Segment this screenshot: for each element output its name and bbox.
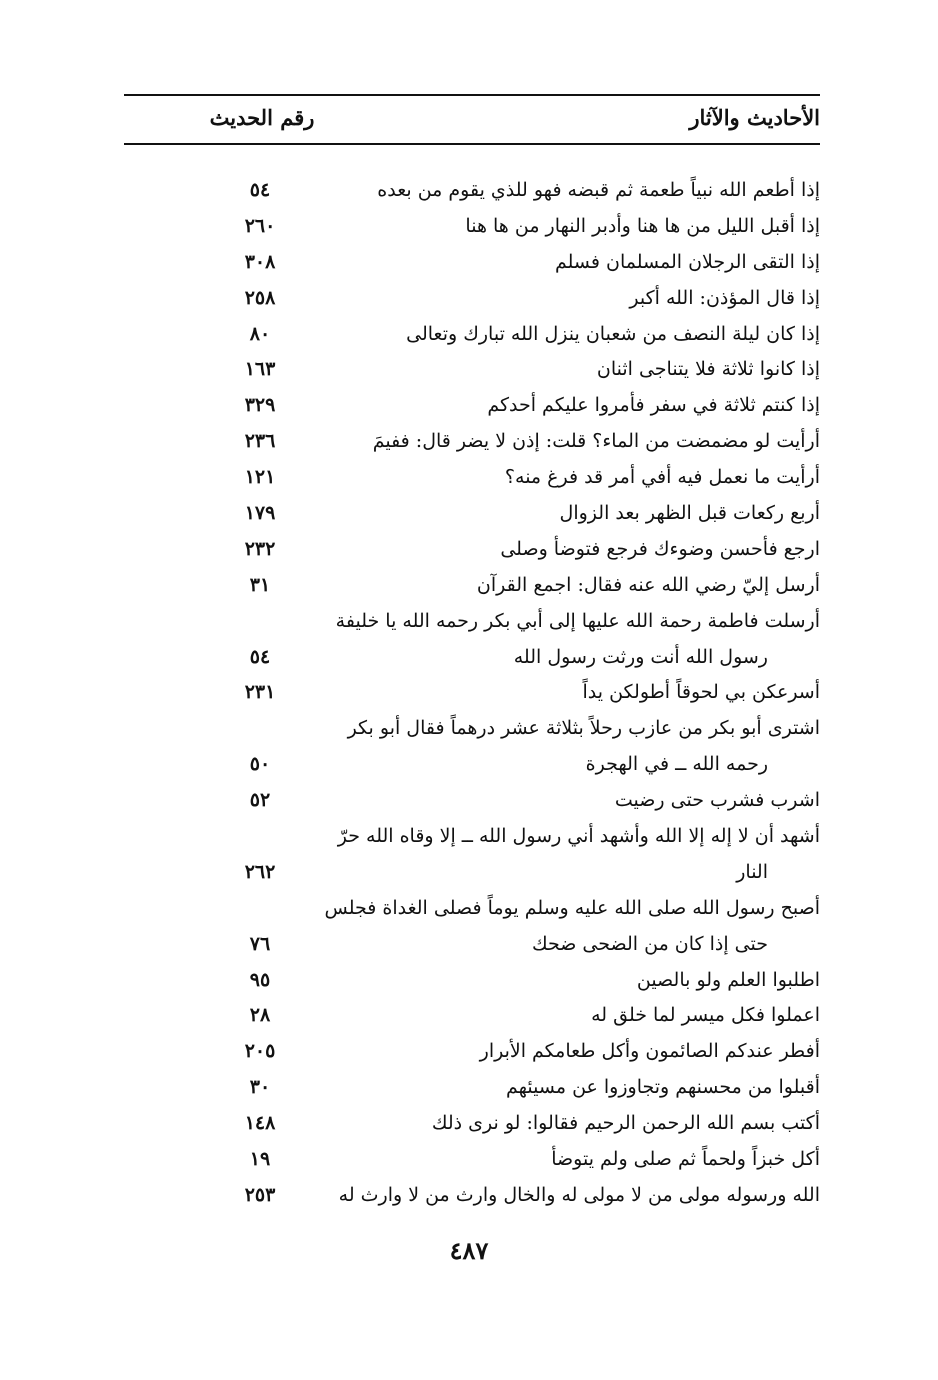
hadith-number: ٥٤ <box>249 179 271 201</box>
list-item <box>0 926 938 962</box>
list-item <box>0 1177 938 1213</box>
list-item <box>0 746 938 782</box>
hadith-text: أرسل إليّ رضي الله عنه فقال: اجمع القرآن <box>476 573 820 596</box>
hadith-text: إذا قال المؤذن: الله أكبر <box>629 286 820 309</box>
hadith-text: أكل خبزاً ولحماً ثم صلى ولم يتوضأ <box>551 1148 820 1171</box>
hadith-number: ٣١ <box>249 573 271 596</box>
list-item <box>0 172 938 208</box>
hadith-text: أقبلوا من محسنهم وتجاوزوا عن مسيئهم <box>506 1076 820 1099</box>
hadith-number: ٢٣٢ <box>244 537 276 560</box>
list-item <box>0 1141 938 1177</box>
hadith-text: الله ورسوله مولى من لا مولى له والخال وارث من لا وارث له <box>338 1183 820 1206</box>
hadith-text: إذا أقبل الليل من ها هنا وأدبر النهار من ها هنا <box>465 214 820 237</box>
hadith-text: إذا أطعم الله نبياً طعمة ثم قبضه فهو للذي يقوم من بعده <box>377 179 820 201</box>
list-item <box>0 567 938 603</box>
hadith-number: ٣٠ <box>249 1076 271 1099</box>
hadith-number: ٣٢٩ <box>244 394 276 417</box>
page-number: ٤٨٧ <box>449 1236 489 1265</box>
hadith-number: ٧٦ <box>249 932 271 955</box>
hadith-text: أرأيت لو مضمضت من الماء؟ قلت: إذن لا يضر قال: ففيمَ <box>372 430 820 453</box>
hadith-text: رحمه الله ــ في الهجرة <box>585 753 768 776</box>
hadith-number-column-header: رقم الحديث <box>209 105 315 130</box>
hadith-number: ١٦٣ <box>244 358 276 381</box>
hadith-number: ١٧٩ <box>244 502 276 525</box>
hadith-text: أرسلت فاطمة رحمة الله عليها إلى أبي بكر رحمه الله يا خليفة <box>335 609 820 632</box>
list-item <box>0 818 938 854</box>
hadith-number: ٥٢ <box>249 789 271 812</box>
list-item <box>0 997 938 1033</box>
hadith-number: ٢٥٣ <box>244 1183 276 1206</box>
hadith-number: ٢٦٢ <box>244 860 276 883</box>
hadith-number: ٢٠٥ <box>244 1040 276 1063</box>
hadith-text: أفطر عندكم الصائمون وأكل طعامكم الأبرار <box>479 1040 820 1063</box>
list-item <box>0 1069 938 1105</box>
list-item <box>0 459 938 495</box>
header-bottom-rule <box>124 143 820 145</box>
hadith-text: أسرعكن بي لحوقاً أطولكن يداً <box>582 681 820 704</box>
list-item <box>0 244 938 280</box>
list-item <box>0 531 938 567</box>
hadith-number: ٣٠٨ <box>244 250 276 273</box>
list-item <box>0 890 938 926</box>
hadith-text: أكتب بسم الله الرحمن الرحيم فقالوا: لو نرى ذلك <box>431 1112 820 1135</box>
list-item <box>0 782 938 818</box>
hadith-text: اعملوا فكل ميسر لما خلق له <box>591 1004 820 1027</box>
hadith-number: ٥٤ <box>249 645 271 668</box>
hadith-text: أصبح رسول الله صلى الله عليه وسلم يوماً فصلى الغداة فجلس <box>324 896 820 919</box>
list-item <box>0 351 938 387</box>
list-item <box>0 710 938 746</box>
hadith-text: اشرب فشرب حتى رضيت <box>614 789 820 812</box>
list-item <box>0 639 938 675</box>
hadith-index-list <box>0 172 938 1213</box>
hadith-text-column-header: الأحاديث والآثار <box>689 105 820 130</box>
list-item <box>0 423 938 459</box>
hadith-number: ١٩ <box>249 1148 271 1171</box>
header-top-rule <box>124 94 820 96</box>
hadith-text: إذا كانوا ثلاثة فلا يتناجى اثنان <box>596 358 820 381</box>
hadith-text: حتى إذا كان من الضحى ضحك <box>531 932 768 955</box>
hadith-number: ٢٥٨ <box>244 286 276 309</box>
hadith-text: النار <box>736 860 768 883</box>
list-item <box>0 962 938 998</box>
list-item <box>0 316 938 352</box>
list-item <box>0 854 938 890</box>
list-item <box>0 1105 938 1141</box>
list-item <box>0 495 938 531</box>
hadith-text: أشهد أن لا إله إلا الله وأشهد أني رسول الله ــ إلا وقاه الله حرّ <box>337 825 820 848</box>
hadith-text: إذا كنتم ثلاثة في سفر فأمروا عليكم أحدكم <box>487 394 820 417</box>
list-item <box>0 280 938 316</box>
list-item <box>0 674 938 710</box>
hadith-number: ٢٦٠ <box>244 214 276 237</box>
hadith-number: ٢٨ <box>249 1004 271 1027</box>
hadith-text: أربع ركعات قبل الظهر بعد الزوال <box>559 502 820 525</box>
hadith-number: ٩٥ <box>249 968 271 991</box>
hadith-number: ٢٣١ <box>244 681 276 704</box>
hadith-text: اطلبوا العلم ولو بالصين <box>636 968 820 991</box>
hadith-number: ١٤٨ <box>244 1112 276 1135</box>
list-item <box>0 387 938 423</box>
hadith-number: ١٢١ <box>244 466 276 489</box>
hadith-text: اشترى أبو بكر من عازب رحلاً بثلاثة عشر درهماً فقال أبو بكر <box>347 717 820 740</box>
list-item <box>0 1033 938 1069</box>
hadith-text: إذا كان ليلة النصف من شعبان ينزل الله تبارك وتعالى <box>406 322 820 345</box>
hadith-text: ارجع فأحسن وضوءك فرجع فتوضأ وصلى <box>500 537 820 560</box>
list-item <box>0 208 938 244</box>
hadith-number: ٨٠ <box>249 322 271 345</box>
hadith-text: رسول الله أنت ورثت رسول الله <box>513 645 768 668</box>
hadith-text: أرأيت ما نعمل فيه أفي أمر قد فرغ منه؟ <box>504 466 820 489</box>
hadith-number: ٥٠ <box>249 753 271 776</box>
hadith-number: ٢٣٦ <box>244 430 276 453</box>
list-item <box>0 603 938 639</box>
hadith-text: إذا التقى الرجلان المسلمان فسلم <box>555 250 820 273</box>
